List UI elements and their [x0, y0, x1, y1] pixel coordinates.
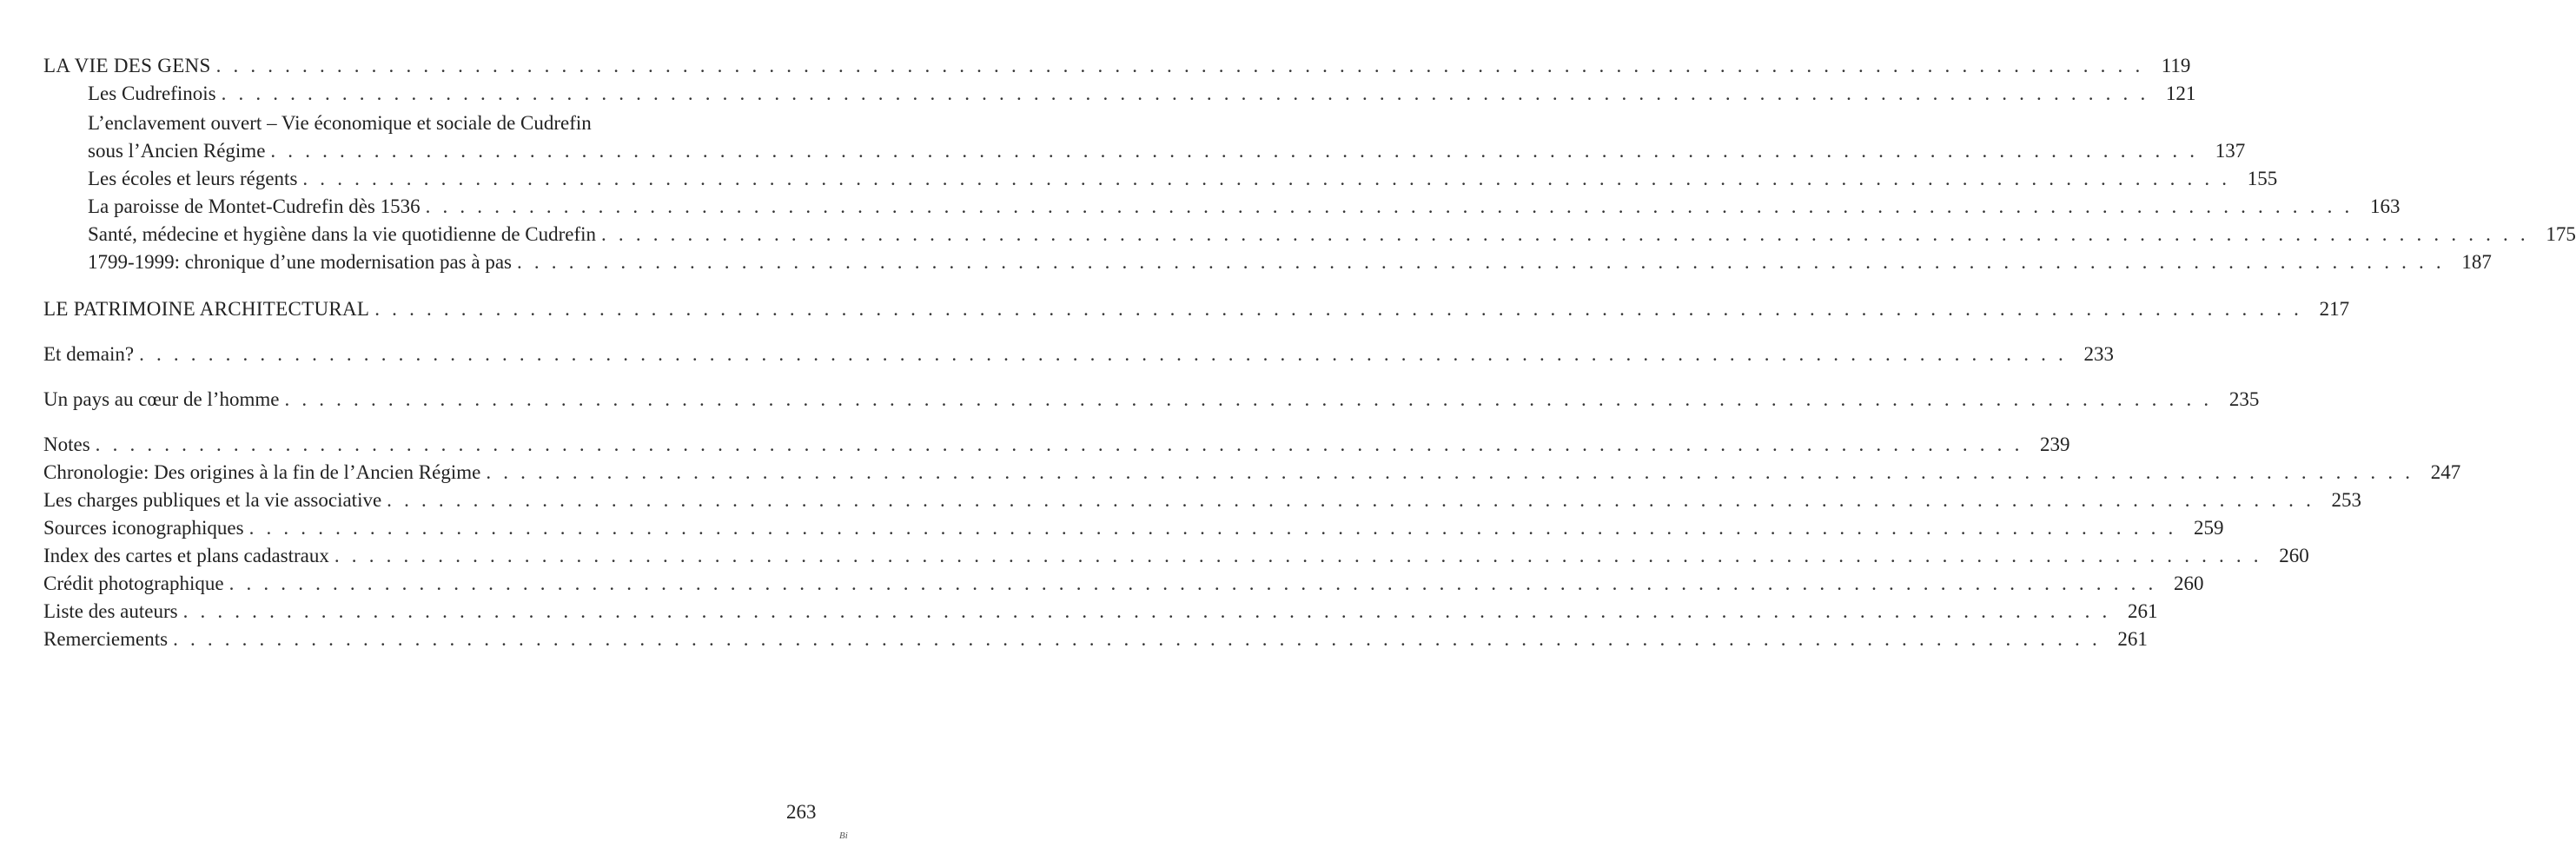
toc-entry — [43, 52, 2191, 80]
toc-entry — [43, 386, 2260, 414]
dot-leader: . . . . . . . . . . . . . . . . . . . . . . . . . . . . . . . . . . . . . . . . . . . . . . . . . . . . . . . . . . . . . . . . . . . . . . . . . . . . . . . . . . . . . . . . . . . . . . . . . . . . . . . . . . . . . . . . — [302, 168, 2231, 189]
toc-entry-title: Index des cartes et plans cadastraux — [43, 545, 329, 566]
toc-entry — [43, 626, 2148, 653]
toc-entry-page: 233 — [2083, 343, 2114, 365]
toc-entry — [43, 514, 2224, 542]
dot-leader: . . . . . . . . . . . . . . . . . . . . . . . . . . . . . . . . . . . . . . . . . . . . . . . . . . . . . . . . . . . . . . . . . . . . . . . . . . . . . . . . . . . . . . . . . . . . . . . . . . . . . . . . . . . . . . . . — [601, 223, 2529, 245]
dot-leader: . . . . . . . . . . . . . . . . . . . . . . . . . . . . . . . . . . . . . . . . . . . . . . . . . . . . . . . . . . . . . . . . . . . . . . . . . . . . . . . . . . . . . . . . . . . . . . . . . . . . . . . . . . . . . . . . — [270, 140, 2199, 162]
toc-entry-title: Remerciements — [43, 628, 169, 650]
toc-entry-title: Liste des auteurs — [43, 600, 178, 622]
toc-entry — [88, 165, 2278, 193]
toc-entry-title: Et demain? — [43, 343, 135, 365]
toc-entry — [88, 109, 824, 137]
dot-leader: . . . . . . . . . . . . . . . . . . . . . . . . . . . . . . . . . . . . . . . . . . . . . . . . . . . . . . . . . . . . . . . . . . . . . . . . . . . . . . . . . . . . . . . . . . . . . . . . . . . . . . . . . . . . . . . . — [517, 251, 2445, 273]
toc-entry-page: 137 — [2215, 140, 2246, 162]
toc-entry-page: 155 — [2247, 168, 2278, 189]
toc-entry-page: 175 — [2546, 223, 2576, 245]
toc-entry — [43, 431, 2070, 459]
toc-entry-page: 121 — [2165, 83, 2196, 104]
toc-entry-page: 119 — [2161, 55, 2191, 76]
toc-entry — [43, 487, 2362, 514]
dot-leader: . . . . . . . . . . . . . . . . . . . . . . . . . . . . . . . . . . . . . . . . . . . . . . . . . . . . . . . . . . . . . . . . . . . . . . . . . . . . . . . . . . . . . . . . . . . . . . . . . . . . . . . . . . . . . . . . — [215, 55, 2144, 76]
toc-entry-title: sous l’Ancien Régime — [88, 140, 266, 162]
toc-entry — [43, 459, 2461, 487]
toc-entry — [43, 542, 2309, 570]
toc-entry-page: 235 — [2228, 388, 2260, 410]
dot-leader: . . . . . . . . . . . . . . . . . . . . . . . . . . . . . . . . . . . . . . . . . . . . . . . . . . . . . . . . . . . . . . . . . . . . . . . . . . . . . . . . . . . . . . . . . . . . . . . . . . . . . . . . . . . . . . . . — [228, 573, 2157, 594]
toc-entry-title: Sources iconographiques — [43, 517, 244, 539]
toc-entry-page: 239 — [2040, 434, 2070, 455]
toc-entry-page: 259 — [2193, 517, 2224, 539]
dot-leader: . . . . . . . . . . . . . . . . . . . . . . . . . . . . . . . . . . . . . . . . . . . . . . . . . . . . . . . . . . . . . . . . . . . . . . . . . . . . . . . . . . . . . . . . . . . . . . . . . . . . . . . . . . . . . . . . — [334, 545, 2262, 566]
dot-leader: . . . . . . . . . . . . . . . . . . . . . . . . . . . . . . . . . . . . . . . . . . . . . . . . . . . . . . . . . . . . . . . . . . . . . . . . . . . . . . . . . . . . . . . . . . . . . . . . . . . . . . . . . . . . . . . . — [139, 343, 2067, 365]
toc-entry-title: Chronologie: Des origines à la fin de l’Ancien Régime — [43, 461, 481, 483]
toc-entry — [43, 295, 2350, 323]
dot-leader: . . . . . . . . . . . . . . . . . . . . . . . . . . . . . . . . . . . . . . . . . . . . . . . . . . . . . . . . . . . . . . . . . . . . . . . . . . . . . . . . . . . . . . . . . . . . . . . . . . . . . . . . . . . . . . . . — [221, 83, 2149, 104]
dot-leader: . . . . . . . . . . . . . . . . . . . . . . . . . . . . . . . . . . . . . . . . . . . . . . . . . . . . . . . . . . . . . . . . . . . . . . . . . . . . . . . . . . . . . . . . . . . . . . . . . . . . . . . . . . . . . . . . — [173, 628, 2101, 650]
toc-entry — [88, 137, 2246, 165]
page-number: 263 — [786, 801, 817, 823]
toc-entry-page: 260 — [2279, 545, 2309, 566]
dot-leader: . . . . . . . . . . . . . . . . . . . . . . . . . . . . . . . . . . . . . . . . . . . . . . . . . . . . . . . . . . . . . . . . . . . . . . . . . . . . . . . . . . . . . . . . . . . . . . . . . . . . . . . . . . . . . . . . — [425, 195, 2354, 217]
toc-entry-page: 260 — [2173, 573, 2204, 594]
toc-entry-page: 163 — [2369, 195, 2401, 217]
toc-entry — [88, 221, 2576, 248]
toc-entry — [43, 341, 2114, 368]
toc-entry — [43, 598, 2158, 626]
toc-entry-page: 217 — [2319, 298, 2350, 320]
toc-entry-title: 1799-1999: chronique d’une modernisation pas à pas — [88, 251, 512, 273]
dot-leader: . . . . . . . . . . . . . . . . . . . . . . . . . . . . . . . . . . . . . . . . . . . . . . . . . . . . . . . . . . . . . . . . . . . . . . . . . . . . . . . . . . . . . . . . . . . . . . . . . . . . . . . . . . . . . . . . — [486, 461, 2414, 483]
dot-leader: . . . . . . . . . . . . . . . . . . . . . . . . . . . . . . . . . . . . . . . . . . . . . . . . . . . . . . . . . . . . . . . . . . . . . . . . . . . . . . . . . . . . . . . . . . . . . . . . . . . . . . . . . . . . . . . . — [95, 434, 2023, 455]
toc-entry-title: Crédit photographique — [43, 573, 224, 594]
toc-entry-title: La paroisse de Montet-Cudrefin dès 1536 — [88, 195, 421, 217]
dot-leader: . . . . . . . . . . . . . . . . . . . . . . . . . . . . . . . . . . . . . . . . . . . . . . . . . . . . . . . . . . . . . . . . . . . . . . . . . . . . . . . . . . . . . . . . . . . . . . . . . . . . . . . . . . . . . . . . — [284, 388, 2213, 410]
toc-entry-title: LE PATRIMOINE ARCHITECTURAL — [43, 298, 370, 320]
toc-entry — [88, 80, 2196, 108]
dot-leader: . . . . . . . . . . . . . . . . . . . . . . . . . . . . . . . . . . . . . . . . . . . . . . . . . . . . . . . . . . . . . . . . . . . . . . . . . . . . . . . . . . . . . . . . . . . . . . . . . . . . . . . . . . . . . . . . — [248, 517, 2177, 539]
toc-entry-title: Les écoles et leurs régents — [88, 168, 298, 189]
toc-entry-page: 253 — [2331, 489, 2362, 511]
toc-entry-title: Santé, médecine et hygiène dans la vie quotidienne de Cudrefin — [88, 223, 597, 245]
toc-entry — [43, 570, 2204, 598]
dot-leader: . . . . . . . . . . . . . . . . . . . . . . . . . . . . . . . . . . . . . . . . . . . . . . . . . . . . . . . . . . . . . . . . . . . . . . . . . . . . . . . . . . . . . . . . . . . . . . . . . . . . . . . . . . . . . . . . — [387, 489, 2315, 511]
toc-entry-page: 247 — [2430, 461, 2461, 483]
toc-entry-title: L’enclavement ouvert – Vie économique et sociale de Cudrefin — [88, 112, 592, 134]
dot-leader: . . . . . . . . . . . . . . . . . . . . . . . . . . . . . . . . . . . . . . . . . . . . . . . . . . . . . . . . . . . . . . . . . . . . . . . . . . . . . . . . . . . . . . . . . . . . . . . . . . . . . . . . . . . . . . . . — [182, 600, 2111, 622]
toc-entry-page: 261 — [2117, 628, 2148, 650]
dot-leader: . . . . . . . . . . . . . . . . . . . . . . . . . . . . . . . . . . . . . . . . . . . . . . . . . . . . . . . . . . . . . . . . . . . . . . . . . . . . . . . . . . . . . . . . . . . . . . . . . . . . . . . . . . . . . . . . — [374, 298, 2303, 320]
toc-entry-page: 261 — [2127, 600, 2158, 622]
toc-entry-title: Notes — [43, 434, 90, 455]
toc-entry-page: 187 — [2461, 251, 2492, 273]
toc-entry — [88, 193, 2401, 221]
toc-entry-title: Les charges publiques et la vie associative — [43, 489, 382, 511]
toc-entry-title: Un pays au cœur de l’homme — [43, 388, 280, 410]
toc-entry — [88, 248, 2492, 276]
printer-mark: Bi — [839, 831, 848, 841]
toc-entry-title: Les Cudrefinois — [88, 83, 216, 104]
toc-entry-title: LA VIE DES GENS — [43, 55, 211, 76]
